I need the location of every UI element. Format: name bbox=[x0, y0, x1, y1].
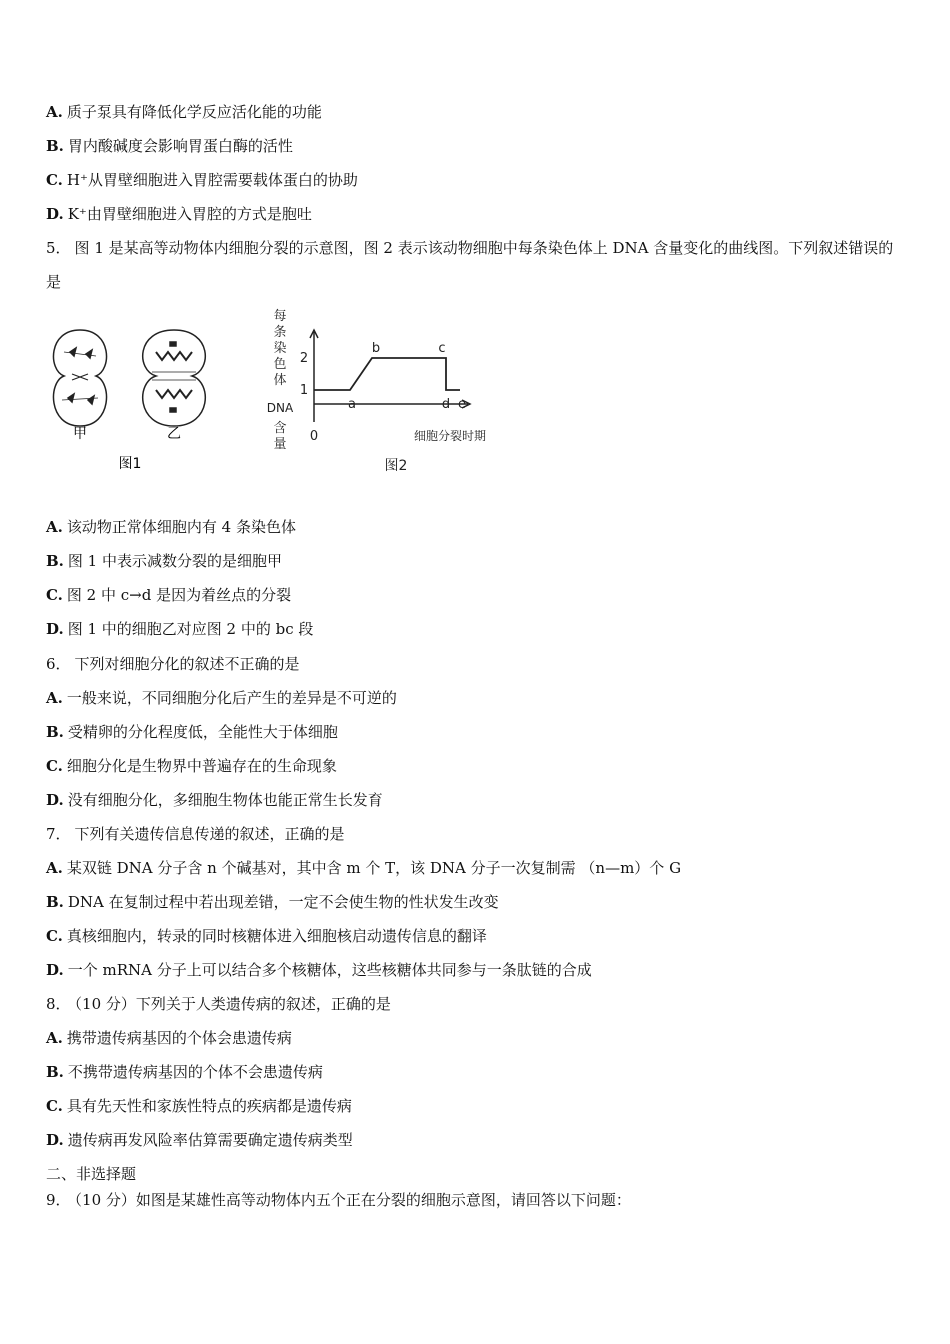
option-text: 携带遗传病基因的个体会患遗传病 bbox=[66, 1029, 292, 1047]
q8-option-d bbox=[46, 1130, 910, 1150]
option-letter: A. bbox=[46, 1029, 63, 1047]
option-text: 具有先天性和家族性特点的疾病都是遗传病 bbox=[66, 1097, 352, 1115]
q5-option-a bbox=[46, 517, 910, 537]
q7-option-d bbox=[46, 960, 910, 980]
option-text: 不携带遗传病基因的个体不会患遗传病 bbox=[67, 1063, 323, 1081]
q4-option-b bbox=[46, 136, 910, 156]
option-letter: D. bbox=[46, 620, 64, 638]
q4-option-c bbox=[46, 170, 910, 190]
q6-option-a bbox=[46, 688, 910, 708]
option-letter: C. bbox=[46, 1097, 63, 1115]
ylabel-char: 含 bbox=[273, 421, 287, 436]
option-letter: B. bbox=[46, 137, 64, 155]
option-letter: C. bbox=[46, 586, 63, 604]
option-letter: C. bbox=[46, 927, 63, 945]
option-text: 某双链 DNA 分子含 n 个碱基对，其中含 m 个 T，该 DNA 分子一次复制需 （n—m）个 G bbox=[66, 859, 682, 877]
option-text: DNA 在复制过程中若出现差错，一定不会使生物的性状发生改变 bbox=[67, 893, 499, 911]
q8-option-c bbox=[46, 1096, 910, 1116]
option-text: 胃内酸碱度会影响胃蛋白酶的活性 bbox=[67, 137, 293, 155]
option-letter: D. bbox=[46, 961, 64, 979]
q5-option-c bbox=[46, 585, 910, 605]
option-letter: A. bbox=[46, 689, 63, 707]
ylabel-char: 每 bbox=[273, 309, 287, 324]
point-a: a bbox=[348, 397, 356, 412]
question-number: 5． bbox=[46, 239, 71, 257]
question-number: 6． bbox=[46, 655, 71, 673]
option-letter: A. bbox=[46, 103, 63, 121]
option-text: 一个 mRNA 分子上可以结合多个核糖体，这些核糖体共同参与一条肽链的合成 bbox=[67, 961, 592, 979]
option-letter: D. bbox=[46, 205, 64, 223]
option-letter: A. bbox=[46, 859, 63, 877]
x-axis-label: 细胞分裂时期 bbox=[413, 429, 487, 443]
option-text: 一般来说，不同细胞分化后产生的差异是不可逆的 bbox=[66, 689, 397, 707]
q8-option-b bbox=[46, 1062, 910, 1082]
cell-jia-label: 甲 bbox=[73, 426, 87, 442]
option-letter: B. bbox=[46, 723, 64, 741]
ylabel-char: 量 bbox=[273, 437, 287, 452]
ylabel-char: 染 bbox=[273, 341, 287, 356]
option-letter: D. bbox=[46, 791, 64, 809]
question-text: 图 1 是某高等动物体内细胞分裂的示意图，图 2 表示该动物细胞中每条染色体上 DNA 含量变化的曲线图。下列叙述错误的是 bbox=[46, 239, 894, 291]
cell-yi bbox=[143, 330, 206, 426]
q7-option-c bbox=[46, 926, 910, 946]
question-number: 9． bbox=[46, 1191, 71, 1209]
question-score: （10 分） bbox=[74, 1191, 136, 1209]
point-c: c bbox=[438, 341, 446, 356]
q4-option-a bbox=[46, 102, 910, 122]
q9-stem bbox=[46, 1190, 910, 1210]
question-text: 下列对细胞分化的叙述不正确的是 bbox=[74, 655, 300, 673]
option-letter: C. bbox=[46, 171, 63, 189]
option-letter: C. bbox=[46, 757, 63, 775]
ylabel-char: 色 bbox=[273, 357, 287, 372]
question-text: 如图是某雄性高等动物体内五个正在分裂的细胞示意图，请回答以下问题： bbox=[135, 1191, 631, 1209]
q7-stem bbox=[46, 824, 910, 844]
q7-option-a bbox=[46, 858, 910, 878]
point-d: d bbox=[441, 397, 451, 412]
option-text: 受精卵的分化程度低，全能性大于体细胞 bbox=[67, 723, 338, 741]
figure-2-caption: 图2 bbox=[384, 458, 408, 474]
y-tick-2: 2 bbox=[299, 351, 309, 366]
ylabel-char: 体 bbox=[273, 373, 287, 388]
ylabel-char: 条 bbox=[273, 325, 287, 340]
option-text: 遗传病再发风险率估算需要确定遗传病类型 bbox=[67, 1131, 353, 1149]
q6-stem bbox=[46, 654, 910, 674]
q8-option-a bbox=[46, 1028, 910, 1048]
q5-stem bbox=[46, 231, 902, 299]
option-text: 质子泵具有降低化学反应活化能的功能 bbox=[66, 103, 322, 121]
q7-option-b bbox=[46, 892, 910, 912]
option-text: 真核细胞内，转录的同时核糖体进入细胞核启动遗传信息的翻译 bbox=[66, 927, 487, 945]
option-letter: A. bbox=[46, 518, 63, 536]
point-e: e bbox=[458, 397, 466, 412]
question-text: 下列关于人类遗传病的叙述，正确的是 bbox=[135, 995, 391, 1013]
question-score: （10 分） bbox=[74, 995, 136, 1013]
option-text: 图 2 中 c→d 是因为着丝点的分裂 bbox=[66, 586, 292, 604]
option-text: 该动物正常体细胞内有 4 条染色体 bbox=[66, 518, 296, 536]
cell-jia bbox=[53, 330, 106, 426]
figure-1-caption: 图1 bbox=[118, 456, 142, 472]
question-text: 下列有关遗传信息传递的叙述，正确的是 bbox=[74, 825, 345, 843]
q6-option-b bbox=[46, 722, 910, 742]
q6-option-d bbox=[46, 790, 910, 810]
option-text: 图 1 中的细胞乙对应图 2 中的 bc 段 bbox=[67, 620, 314, 638]
cell-yi-label: 乙 bbox=[167, 426, 181, 442]
option-text: K⁺由胃壁细胞进入胃腔的方式是胞吐 bbox=[67, 205, 312, 223]
option-text: 没有细胞分化，多细胞生物体也能正常生长发育 bbox=[67, 791, 383, 809]
q6-option-c bbox=[46, 756, 910, 776]
question-number: 8． bbox=[46, 995, 71, 1013]
q4-option-d bbox=[46, 204, 910, 224]
option-letter: B. bbox=[46, 552, 64, 570]
figure-1-cells bbox=[44, 322, 224, 482]
q8-stem bbox=[46, 994, 910, 1014]
option-text: 图 1 中表示减数分裂的是细胞甲 bbox=[67, 552, 282, 570]
option-text: 细胞分化是生物界中普遍存在的生命现象 bbox=[66, 757, 337, 775]
point-b: b bbox=[371, 341, 381, 356]
origin-label: 0 bbox=[309, 429, 319, 444]
q5-option-d bbox=[46, 619, 910, 639]
section-heading: 二、非选择题 bbox=[46, 1165, 137, 1183]
ylabel-char: DNA bbox=[266, 401, 294, 415]
y-tick-1: 1 bbox=[299, 383, 309, 398]
question-number: 7． bbox=[46, 825, 71, 843]
option-letter: B. bbox=[46, 893, 64, 911]
option-letter: D. bbox=[46, 1131, 64, 1149]
figure-2-chart bbox=[264, 306, 514, 482]
dna-curve bbox=[314, 358, 460, 390]
option-letter: B. bbox=[46, 1063, 64, 1081]
option-text: H⁺从胃壁细胞进入胃腔需要载体蛋白的协助 bbox=[66, 171, 358, 189]
q5-option-b bbox=[46, 551, 910, 571]
